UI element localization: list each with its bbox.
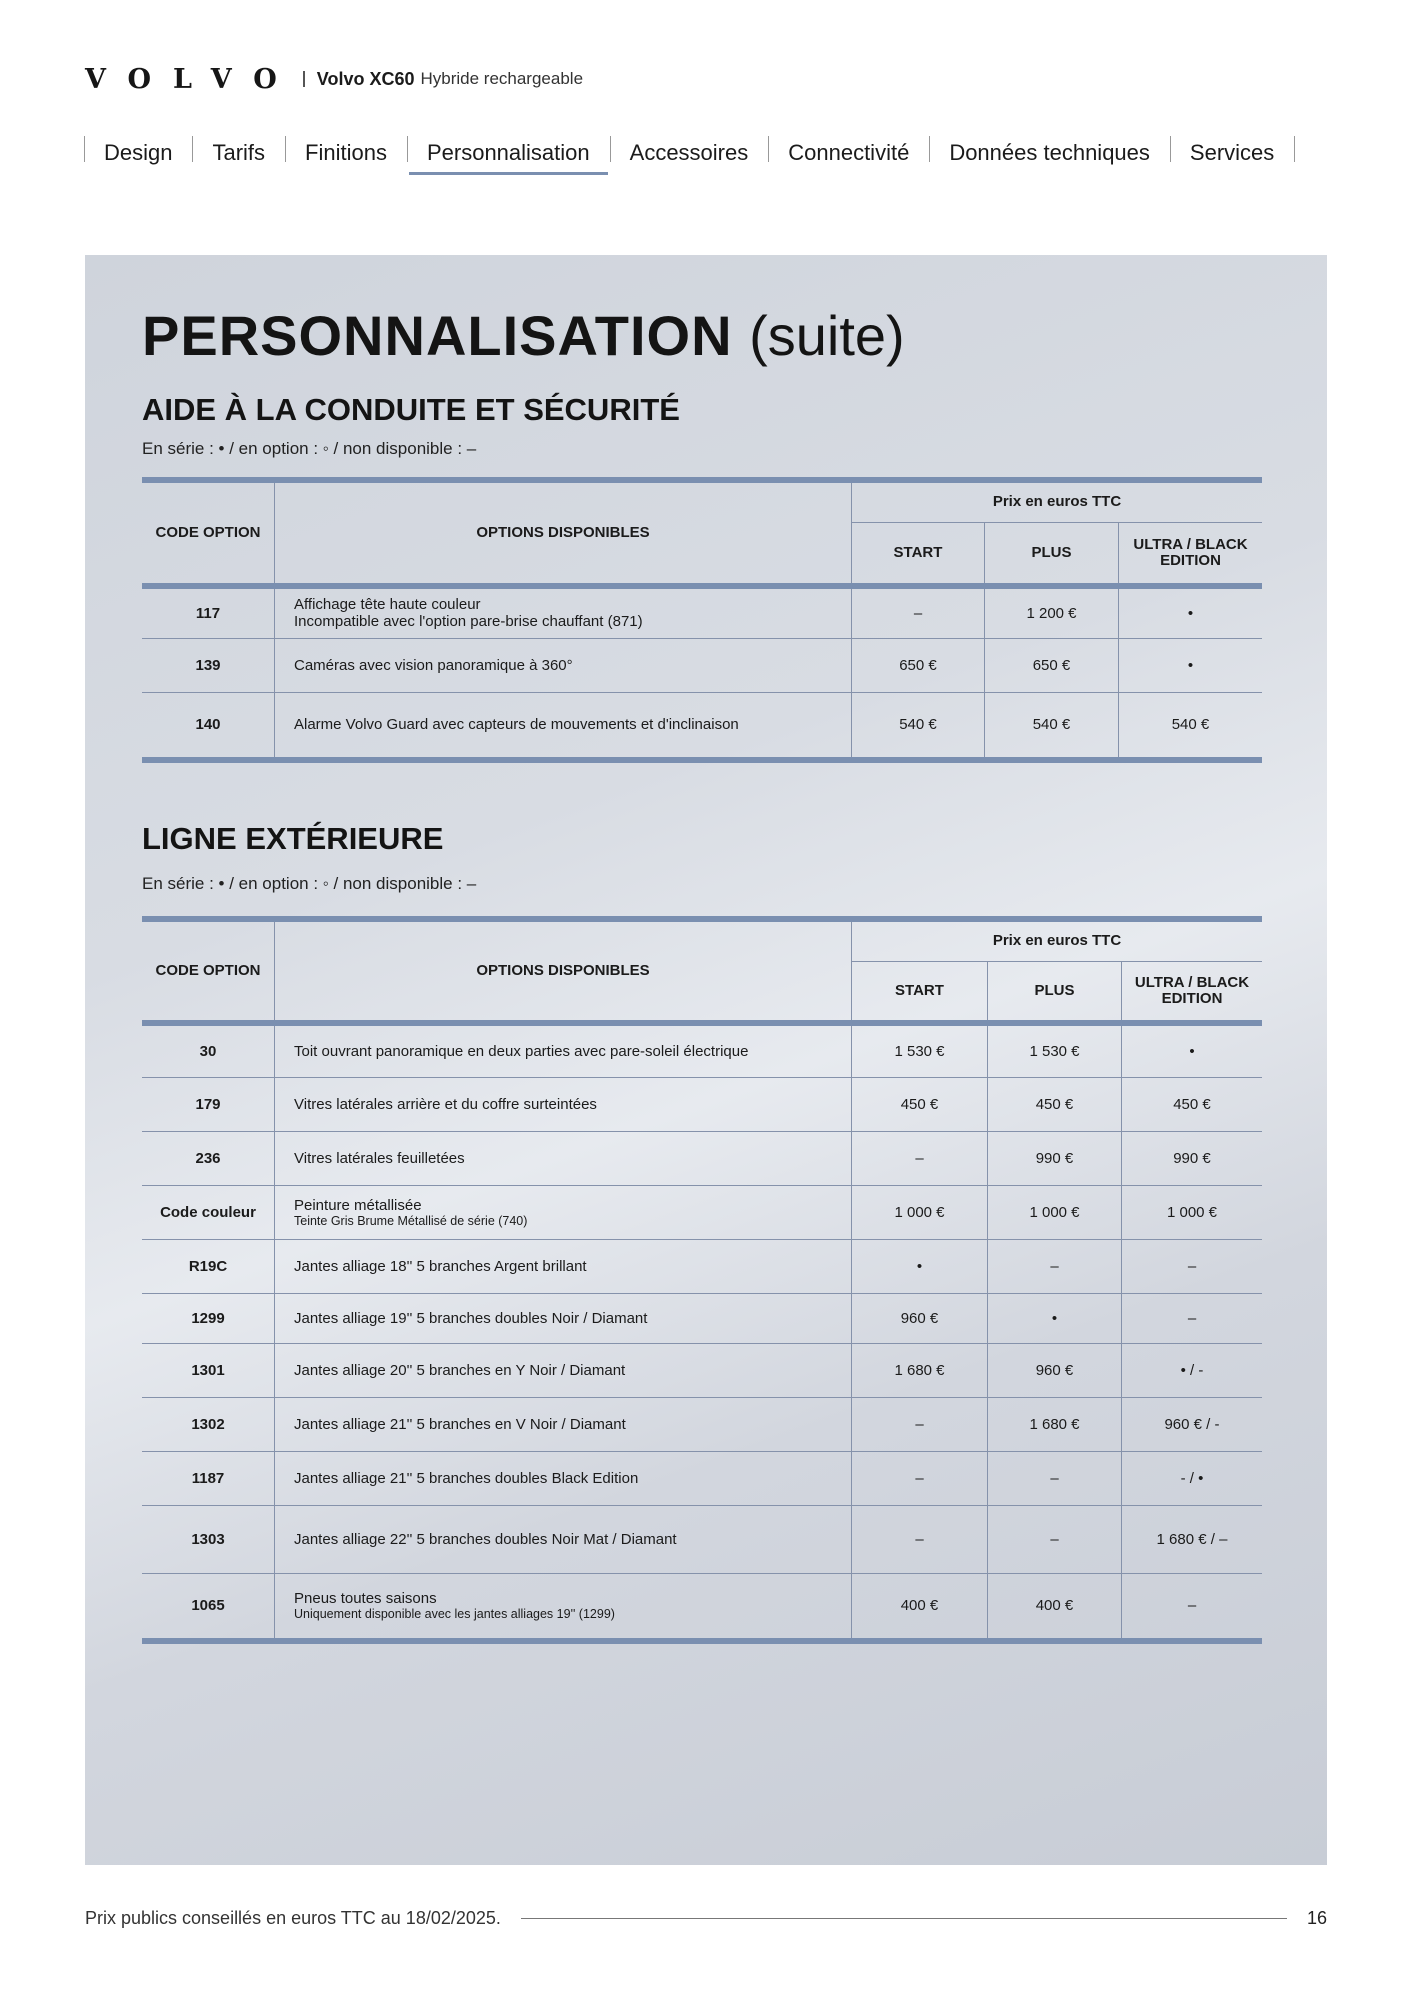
table-row: [142, 1573, 1262, 1641]
nav-tab-4[interactable]: Accessoires: [610, 128, 769, 178]
option-description: [275, 1451, 852, 1505]
nav-tab-5[interactable]: Connectivité: [768, 128, 929, 178]
price-plus: –: [988, 1239, 1122, 1293]
option-code: Code couleur: [142, 1185, 275, 1239]
price-plus: 650 €: [985, 638, 1119, 692]
section-legend-exterior: En série : • / en option : ◦ / non disponible : –: [142, 874, 477, 893]
option-code: R19C: [142, 1239, 275, 1293]
header-price-group: Prix en euros TTC: [852, 480, 1263, 522]
volvo-logo[interactable]: VOLVO: [85, 63, 299, 95]
price-ultra: •: [1122, 1023, 1263, 1077]
option-name: Pneus toutes saisons: [294, 1590, 437, 1608]
option-name: Jantes alliage 20'' 5 branches en Y Noir / Diamant: [294, 1361, 626, 1379]
option-description: [275, 1293, 852, 1343]
price-plus: 1 530 €: [988, 1023, 1122, 1077]
table-row: [142, 1131, 1262, 1185]
option-description: [275, 1397, 852, 1451]
header-options: OPTIONS DISPONIBLES: [275, 480, 852, 586]
footer-divider: [521, 1918, 1287, 1919]
price-plus: 1 200 €: [985, 586, 1119, 638]
nav-tab-0[interactable]: Design: [84, 128, 192, 178]
option-description: [275, 1505, 852, 1573]
price-ultra: –: [1122, 1239, 1263, 1293]
price-plus: 400 €: [988, 1573, 1122, 1641]
option-code: 1302: [142, 1397, 275, 1451]
option-description: [275, 1185, 852, 1239]
option-description: [275, 692, 852, 760]
model-subtitle: Hybride rechargeable: [420, 69, 584, 88]
option-name: Affichage tête haute couleur: [294, 596, 481, 614]
option-description: [275, 1131, 852, 1185]
option-name: Jantes alliage 19'' 5 branches doubles Noir / Diamant: [294, 1309, 648, 1327]
price-plus: •: [988, 1293, 1122, 1343]
page-title-suffix: (suite): [749, 304, 905, 367]
option-code: 139: [142, 638, 275, 692]
option-code: 1299: [142, 1293, 275, 1343]
price-start: –: [852, 1397, 988, 1451]
footer: [85, 1908, 1327, 1929]
page-number: 16: [1306, 1908, 1327, 1928]
header: [85, 64, 583, 94]
price-plus: 1 000 €: [988, 1185, 1122, 1239]
price-start: 450 €: [852, 1077, 988, 1131]
content-panel: [85, 255, 1327, 1865]
option-description: [275, 1023, 852, 1077]
option-description: [275, 638, 852, 692]
table-row: [142, 1397, 1262, 1451]
option-description: [275, 1239, 852, 1293]
price-start: •: [852, 1239, 988, 1293]
table-row: [142, 1185, 1262, 1239]
price-start: 540 €: [852, 692, 985, 760]
price-ultra: 540 €: [1119, 692, 1263, 760]
price-ultra: • / -: [1122, 1343, 1263, 1397]
nav-tab-3[interactable]: Personnalisation: [407, 128, 610, 178]
model-name: Volvo XC60: [316, 68, 415, 89]
table-row: [142, 638, 1262, 692]
price-plus: –: [988, 1505, 1122, 1573]
section-title-exterior: LIGNE EXTÉRIEURE: [142, 821, 444, 856]
option-note: Incompatible avec l'option pare-brise chauffant (871): [294, 613, 643, 631]
header-plus: PLUS: [985, 522, 1119, 586]
header-ultra: ULTRA / BLACK EDITION: [1119, 522, 1263, 586]
price-start: –: [852, 1451, 988, 1505]
price-plus: –: [988, 1451, 1122, 1505]
nav-tab-6[interactable]: Données techniques: [929, 128, 1170, 178]
option-name: Vitres latérales feuilletées: [294, 1149, 465, 1167]
option-description: [275, 1573, 852, 1641]
table-row: [142, 1239, 1262, 1293]
price-ultra: 1 000 €: [1122, 1185, 1263, 1239]
table-row: [142, 1343, 1262, 1397]
table-row: [142, 1077, 1262, 1131]
option-code: 1301: [142, 1343, 275, 1397]
footer-note: Prix publics conseillés en euros TTC au 18/02/2025.: [85, 1908, 501, 1928]
table-row: [142, 1023, 1262, 1077]
option-code: 30: [142, 1023, 275, 1077]
table-row: [142, 692, 1262, 760]
option-code: 117: [142, 586, 275, 638]
price-start: 1 530 €: [852, 1023, 988, 1077]
option-name: Jantes alliage 21'' 5 branches en V Noir / Diamant: [294, 1415, 626, 1433]
price-start: –: [852, 1505, 988, 1573]
option-name: Jantes alliage 22'' 5 branches doubles Noir Mat / Diamant: [294, 1530, 677, 1548]
price-ultra: - / •: [1122, 1451, 1263, 1505]
option-description: [275, 1343, 852, 1397]
header-code-option: CODE OPTION: [142, 919, 275, 1023]
price-plus: 990 €: [988, 1131, 1122, 1185]
price-start: 400 €: [852, 1573, 988, 1641]
table-row: [142, 1293, 1262, 1343]
page-title-main: PERSONNALISATION: [142, 304, 733, 367]
nav-end-separator: [1294, 136, 1295, 162]
price-ultra: 1 680 € / –: [1122, 1505, 1263, 1573]
header-price-group: Prix en euros TTC: [852, 919, 1263, 961]
price-start: –: [852, 586, 985, 638]
option-code: 1187: [142, 1451, 275, 1505]
price-ultra: –: [1122, 1573, 1263, 1641]
price-start: 960 €: [852, 1293, 988, 1343]
exterior-options-table: [142, 916, 1262, 1644]
section-legend-safety: En série : • / en option : ◦ / non disponible : –: [142, 439, 477, 458]
nav-tab-7[interactable]: Services: [1170, 128, 1294, 178]
option-note: Teinte Gris Brume Métallisé de série (740): [294, 1213, 528, 1228]
nav-tab-2[interactable]: Finitions: [285, 128, 407, 178]
table-row: [142, 1451, 1262, 1505]
option-name: Peinture métallisée: [294, 1196, 422, 1214]
price-plus: 1 680 €: [988, 1397, 1122, 1451]
header-separator: [303, 71, 305, 87]
option-description: [275, 586, 852, 638]
option-code: 179: [142, 1077, 275, 1131]
header-ultra: ULTRA / BLACK EDITION: [1122, 961, 1263, 1023]
option-name: Jantes alliage 18'' 5 branches Argent brillant: [294, 1257, 587, 1275]
header-start: START: [852, 961, 988, 1023]
price-ultra: 960 € / -: [1122, 1397, 1263, 1451]
section-title-safety: AIDE À LA CONDUITE ET SÉCURITÉ: [142, 392, 680, 427]
price-ultra: 450 €: [1122, 1077, 1263, 1131]
price-start: 650 €: [852, 638, 985, 692]
exterior-options-body: [142, 1023, 1262, 1641]
safety-options-table: [142, 477, 1262, 763]
top-navigation: [84, 128, 1330, 178]
price-start: 1 680 €: [852, 1343, 988, 1397]
header-code-option: CODE OPTION: [142, 480, 275, 586]
option-description: [275, 1077, 852, 1131]
nav-tab-1[interactable]: Tarifs: [192, 128, 285, 178]
option-name: Toit ouvrant panoramique en deux parties avec pare-soleil électrique: [294, 1042, 749, 1060]
price-ultra: •: [1119, 638, 1263, 692]
header-plus: PLUS: [988, 961, 1122, 1023]
option-note: Uniquement disponible avec les jantes alliages 19'' (1299): [294, 1607, 615, 1622]
header-options: OPTIONS DISPONIBLES: [275, 919, 852, 1023]
option-code: 236: [142, 1131, 275, 1185]
price-plus: 450 €: [988, 1077, 1122, 1131]
option-code: 1303: [142, 1505, 275, 1573]
option-name: Alarme Volvo Guard avec capteurs de mouvements et d'inclinaison: [294, 716, 739, 734]
price-plus: 540 €: [985, 692, 1119, 760]
option-name: Vitres latérales arrière et du coffre surteintées: [294, 1095, 597, 1113]
option-name: Caméras avec vision panoramique à 360°: [294, 656, 573, 674]
table-row: [142, 1505, 1262, 1573]
price-ultra: •: [1119, 586, 1263, 638]
option-code: 140: [142, 692, 275, 760]
price-plus: 960 €: [988, 1343, 1122, 1397]
safety-options-body: [142, 586, 1262, 760]
price-start: 1 000 €: [852, 1185, 988, 1239]
price-start: –: [852, 1131, 988, 1185]
option-code: 1065: [142, 1573, 275, 1641]
header-start: START: [852, 522, 985, 586]
table-row: [142, 586, 1262, 638]
price-ultra: 990 €: [1122, 1131, 1263, 1185]
option-name: Jantes alliage 21'' 5 branches doubles Black Edition: [294, 1469, 639, 1487]
price-ultra: –: [1122, 1293, 1263, 1343]
page-title: [142, 303, 905, 368]
